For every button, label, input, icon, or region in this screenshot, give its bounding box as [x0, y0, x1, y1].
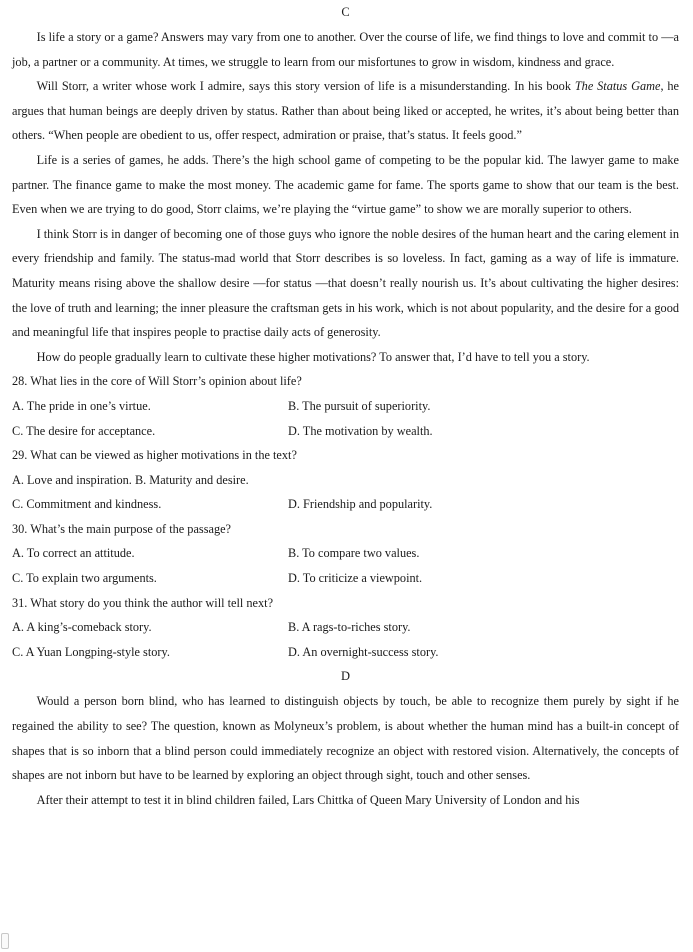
question-28-options-cd: [12, 419, 679, 444]
section-d-paragraph-2: After their attempt to test it in blind children failed, Lars Chittka of Queen Mary University of London and his: [36, 792, 580, 807]
section-c-paragraph-3: Life is a series of games, he adds. There’s the high school game of competing to be the popular kid. The lawyer game to make partner. The finance game to make the most money. The academic game for fame. The sports game to show that our team is the best. Even when we are trying to do good, Storr claims, we’re playing the “virtue game” to show we are morally superior to others.: [12, 152, 679, 217]
question-29: 29. What can be viewed as higher motivations in the text?: [12, 448, 297, 463]
section-d-heading: D: [340, 669, 351, 684]
option-30-b: B. To compare two values.: [288, 546, 420, 561]
option-28-a: A. The pride in one’s virtue.: [12, 398, 151, 413]
option-28-d: D. The motivation by wealth.: [288, 423, 433, 438]
question-30-options-cd: [12, 566, 679, 591]
section-c-paragraph-1: Is life a story or a game? Answers may vary from one to another. Over the course of life, we find things to love and commit to —a job, a partner or a community. At times, we struggle to learn from our misfortunes to grow in wisdom, kindness and grace.: [12, 30, 679, 69]
section-c-heading: C: [341, 5, 350, 19]
option-30-d: D. To criticize a viewpoint.: [288, 571, 423, 586]
document-page: [12, 0, 679, 812]
option-29-a-b: A. Love and inspiration. B. Maturity and desire.: [12, 472, 249, 487]
question-31: 31. What story do you think the author will tell next?: [12, 595, 274, 610]
question-29-options-cd: [12, 492, 679, 517]
question-31-options-ab: [12, 615, 679, 640]
question-28-options-ab: [12, 394, 679, 419]
option-29-d: D. Friendship and popularity.: [288, 497, 433, 512]
option-28-b: B. The pursuit of superiority.: [288, 398, 431, 413]
option-30-a: A. To correct an attitude.: [12, 546, 135, 561]
option-28-c: C. The desire for acceptance.: [12, 423, 156, 438]
book-title: The Status Game: [574, 79, 661, 94]
section-d-paragraph-1: Would a person born blind, who has learned to distinguish objects by touch, be able to recognize them purely by sight if he regained the ability to see? The question, known as Molyneux’s problem, is about whether the human mind has a built-in concept of shapes that is so inborn that a blind person could immediately recognize an object with restored vision. Alternatively, the concepts of shapes are not inborn but have to be learned by exploring an object through sight, touch and other senses.: [12, 694, 679, 783]
section-c-paragraph-2: [12, 74, 679, 148]
option-30-c: C. To explain two arguments.: [12, 571, 157, 586]
option-31-c: C. A Yuan Longping-style story.: [12, 644, 170, 659]
p2-text-start: Will Storr, a writer whose work I admire, says this story version of life is a misunderstanding. In his book: [36, 79, 575, 94]
option-29-c: C. Commitment and kindness.: [12, 497, 162, 512]
section-c-paragraph-5: How do people gradually learn to cultivate these higher motivations? To answer that, I’d have to tell you a story.: [36, 349, 590, 364]
question-30-options-ab: [12, 541, 679, 566]
section-c-paragraph-4: I think Storr is in danger of becoming one of those guys who ignore the noble desires of the human heart and the caring element in every friendship and family. The status-mad world that Storr describes is so loveless. In fact, gaming as a way of life is immature. Maturity means rising above the shallow desire —for status —that doesn’t really nourish us. It’s about cultivating the higher desires: the love of truth and learning; the inner pleasure the craftsman gets in his work, which is not about popularity, and the desire for a good and meaningful life that inspires people to practise daily acts of generosity.: [12, 226, 679, 340]
option-31-d: D. An overnight-success story.: [288, 644, 439, 659]
scroll-handle[interactable]: [1, 933, 9, 949]
option-31-a: A. A king’s-comeback story.: [12, 620, 152, 635]
question-28: 28. What lies in the core of Will Storr’s opinion about life?: [12, 374, 302, 389]
p2-text-end: , he argues that human beings are deeply driven by status. Rather than about being liked or accepted, he writes, it’s about being better than others. “When people are obedient to us, offer respect, admiration or praise, that’s status. It feels good.”: [12, 79, 679, 143]
question-30: 30. What’s the main purpose of the passage?: [12, 521, 232, 536]
option-31-b: B. A rags-to-riches story.: [288, 620, 411, 635]
question-31-options-cd: [12, 640, 679, 665]
